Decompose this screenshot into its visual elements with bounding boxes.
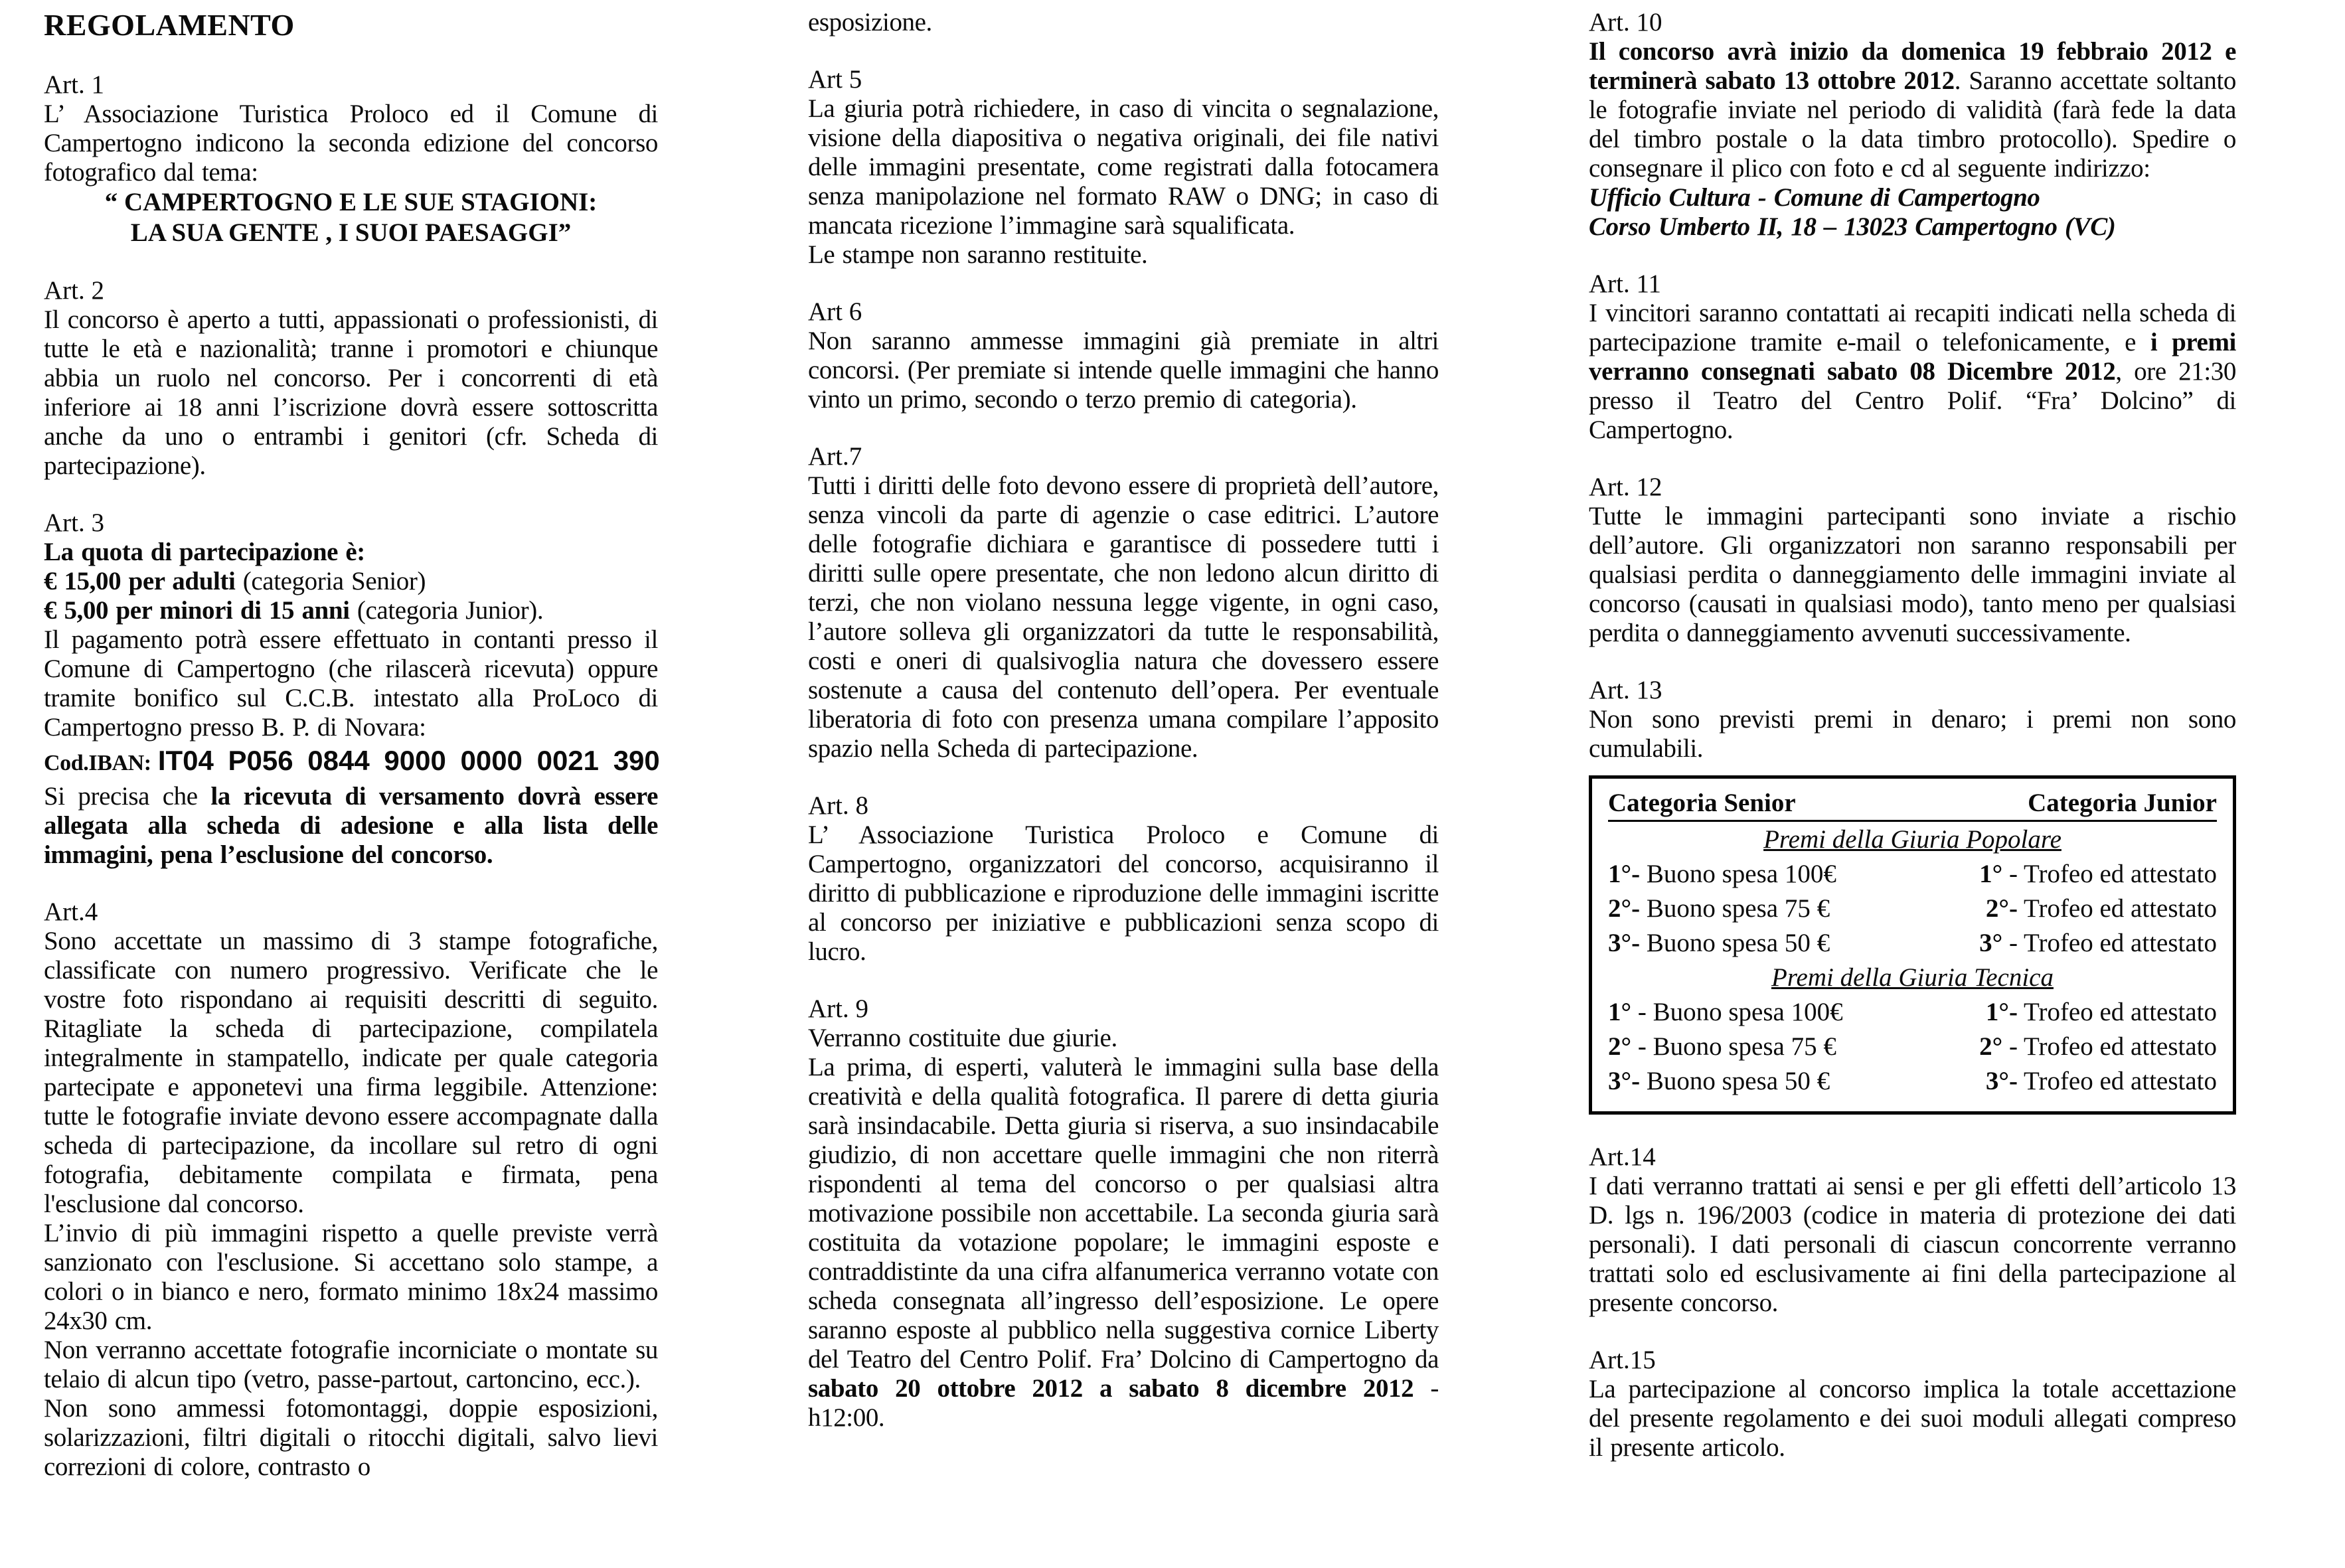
bold-text-run: sabato 20 ottobre 2012 a sabato 8 dicembre 2012 <box>808 1374 1414 1403</box>
paragraph <box>808 821 1439 967</box>
article-heading: Art.4 <box>44 898 98 926</box>
prize-cell-junior <box>1986 1066 2217 1097</box>
paragraph <box>44 305 658 481</box>
prize-cell-junior <box>1986 894 2217 924</box>
prize-text: Trofeo ed attestato <box>2017 894 2217 923</box>
prize-table <box>1589 775 2236 1115</box>
paragraph <box>44 746 658 778</box>
bold-text-run: La quota di partecipazione è: <box>44 538 365 566</box>
paragraph <box>44 567 658 596</box>
iban-number: IT04 P056 0844 9000 0000 0021 390 <box>157 745 660 776</box>
paragraph <box>808 94 1439 240</box>
text-run: L’ Associazione Turistica Proloco ed il Comune di Campertogno indicono la seconda edizione del concorso fotografico dal tema: <box>44 100 658 187</box>
text-run: Non verranno accettate fotografie incorniciate o montate su telaio di alcun tipo (vetro, passe-partout, cartoncino, ecc.). <box>44 1336 658 1393</box>
prize-text: Buono spesa 50 € <box>1640 929 1830 957</box>
article-heading: Art.14 <box>1589 1142 1656 1171</box>
paragraph <box>44 1336 658 1394</box>
article-heading: Art. 10 <box>1589 8 1662 37</box>
paragraph <box>1589 299 2236 445</box>
text-run: esposizione. <box>808 8 932 37</box>
prize-cell-junior <box>1986 997 2217 1028</box>
prize-table-subtitle: Premi della Giuria Popolare <box>1763 825 2062 854</box>
article-heading: Art. 9 <box>808 994 868 1023</box>
bold-text-run: € 5,00 per minori di 15 anni <box>44 596 350 625</box>
prize-cell-junior <box>1979 859 2217 890</box>
prize-cell-senior <box>1608 997 1843 1028</box>
prize-rank: 3°- <box>1608 1067 1641 1095</box>
bold-italic-text-run: Corso Umberto II, 18 – 13023 Campertogno (VC) <box>1589 212 2116 241</box>
paragraph <box>44 538 658 567</box>
column-2 <box>808 8 1439 1482</box>
prize-text: - Trofeo ed attestato <box>2002 1032 2217 1061</box>
text-run: (categoria Senior) <box>235 567 426 595</box>
article-heading: Art.15 <box>1589 1346 1656 1374</box>
prize-cell-senior <box>1608 928 1830 959</box>
article-heading: Art.7 <box>808 442 862 471</box>
article-heading: Art. 11 <box>1589 270 1662 298</box>
prize-table-row <box>1608 859 2217 890</box>
prize-table-header-senior: Categoria Senior <box>1608 789 1796 817</box>
article-heading: Art. 2 <box>44 276 104 305</box>
prize-table-row <box>1608 1032 2217 1062</box>
bold-text-run: la ricevuta di versamento dovrà essere allegata alla scheda di adesione e alla lista delle immagini, pena l’esclusione del concorso. <box>44 782 658 869</box>
text-run: La prima, di esperti, valuterà le immagini sulla base della creatività e della qualità fotografica. Il parere di detta giuria sarà insindacabile. Detta giuria si riserva, a suo insindacabile giudizio, di non accettare quelle immagini che non riterrà rispondenti al tema del concorso o per qualsiasi altra motivazione possibile non accettabile. La seconda giuria sarà costituita da votazione popolare; le immagini esposte e contraddistinte da una cifra alfanumerica verranno votate con scheda consegnata all’ingresso dell’esposizione. Le opere saranno esposte al pubblico nella suggestiva cornice Liberty del Teatro del Centro Polif. Fra’ Dolcino di Campertogno da <box>808 1053 1439 1373</box>
paragraph <box>808 327 1439 414</box>
text-run: Non sono ammessi fotomontaggi, doppie esposizioni, solarizzazioni, filtri digitali o ritocchi digitali, salvo lievi correzioni di colore, contrasto o <box>44 1394 658 1481</box>
text-run: Le stampe non saranno restituite. <box>808 240 1148 269</box>
prize-table-subtitle: Premi della Giuria Tecnica <box>1771 963 2054 992</box>
paragraph <box>808 1024 1439 1053</box>
prize-cell-senior <box>1608 1032 1836 1062</box>
prize-table-header <box>1608 788 2217 822</box>
prize-rank: 2°- <box>1608 894 1641 923</box>
article-heading: Art 5 <box>808 65 862 94</box>
iban-label: Cod.IBAN: <box>44 751 158 775</box>
prize-rank: 2° <box>1608 1032 1632 1061</box>
paragraph <box>44 596 658 625</box>
text-run: La giuria potrà richiedere, in caso di vincita o segnalazione, visione della diapositiva o negativa originali, dei file nativi delle immagini presentate, come registrati dalla fotocamera senza manipolazione nel formato RAW o DNG; in caso di mancata ricezione l’immagine sarà squalificata. <box>808 94 1439 240</box>
contest-theme <box>44 187 658 248</box>
prize-rank: 1° <box>1979 860 2003 888</box>
contest-theme-line: “ CAMPERTOGNO E LE SUE STAGIONI: <box>104 188 598 216</box>
bold-text-run: i premi verranno consegnati sabato 08 Dicembre 2012 <box>1589 328 2236 386</box>
prize-table-row <box>1608 997 2217 1028</box>
text-run: Il pagamento potrà essere effettuato in contanti presso il Comune di Campertogno (che rilascerà ricevuta) oppure tramite bonifico sul C.C.B. intestato alla ProLoco di Campertogno presso B. P. di Novara: <box>44 625 658 742</box>
paragraph <box>1589 705 2236 763</box>
prize-rank: 2° <box>1979 1032 2003 1061</box>
prize-text: Trofeo ed attestato <box>2017 1067 2217 1095</box>
prize-table-header-junior: Categoria Junior <box>2028 789 2217 817</box>
text-run: , ore 21:30 presso il Teatro del Centro Polif. “Fra’ Dolcino” di Campertogno. <box>1589 357 2236 444</box>
paragraph <box>44 1394 658 1482</box>
prize-text: - Trofeo ed attestato <box>2002 929 2217 957</box>
document-title: REGOLAMENTO <box>44 8 295 42</box>
article-heading: Art. 8 <box>808 791 868 820</box>
prize-rank: 3° <box>1979 929 2003 957</box>
text-run: L’ Associazione Turistica Proloco e Comune di Campertogno, organizzatori del concorso, acquisiranno il diritto di pubblicazione e riproduzione delle immagini iscritte al concorso per iniziative e pubblicazioni senza scopo di lucro. <box>808 821 1439 966</box>
paragraph <box>44 782 658 870</box>
prize-cell-senior <box>1608 1066 1830 1097</box>
paragraph <box>44 1219 658 1336</box>
text-run: Tutte le immagini partecipanti sono inviate a rischio dell’autore. Gli organizzatori non saranno responsabili per qualsiasi perdita o danneggiamento delle immagini inviate al concorso (causati in qualsiasi modo), tanto meno per qualsiasi perdita o danneggiamento avvenuti successivamente. <box>1589 502 2236 647</box>
contest-theme-line: LA SUA GENTE , I SUOI PAESAGGI” <box>130 218 572 247</box>
article-heading: Art. 12 <box>1589 473 1662 501</box>
paragraph <box>44 625 658 742</box>
text-run: I dati verranno trattati ai sensi e per gli effetti dell’articolo 13 D. lgs n. 196/2003 (codice in materia di protezione dei dati personali). I dati personali di ciascun concorrente verranno trattati solo ed esclusivamente ai fini della partecipazione al presente concorso. <box>1589 1172 2236 1317</box>
prize-rank: 1°- <box>1985 998 2018 1026</box>
prize-cell-junior <box>1979 1032 2217 1062</box>
paragraph <box>1589 212 2236 242</box>
prize-text: Buono spesa 100€ <box>1640 860 1836 888</box>
paragraph <box>808 240 1439 270</box>
prize-rank: 2°- <box>1985 894 2018 923</box>
prize-text: - Trofeo ed attestato <box>2002 860 2217 888</box>
text-run: Tutti i diritti delle foto devono essere di proprietà dell’autore, senza vincoli da parte di agenzie o case editrici. L’autore delle fotografie dichiara e garantisce di possedere tutti i diritti sulle opere presentate, che non ledono alcun diritto di terzi, che non violano nessuna legge vigente, in ogni caso, l’autore solleva gli organizzatori da tutte le responsabilità, costi e oneri di qualsivoglia natura che dovessero essere sostenute a causa del contenuto dell’opera. Per eventuale liberatoria di foto con presenza umana compilare l’apposito spazio nella Scheda di partecipazione. <box>808 471 1439 763</box>
prize-text: Buono spesa 75 € <box>1640 894 1830 923</box>
text-run: Verranno costituite due giurie. <box>808 1024 1117 1052</box>
prize-table-row <box>1608 928 2217 959</box>
paragraph <box>808 471 1439 763</box>
column-3 <box>1589 8 2236 1482</box>
prize-text: Trofeo ed attestato <box>2017 998 2217 1026</box>
prize-rank: 3°- <box>1985 1067 2018 1095</box>
paragraph <box>1589 1375 2236 1462</box>
article-heading: Art. 3 <box>44 509 104 537</box>
article-heading: Art. 13 <box>1589 676 1662 704</box>
text-run: Non saranno ammesse immagini già premiate in altri concorsi. (Per premiate si intende quelle immagini che hanno vinto un primo, secondo o terzo premio di categoria). <box>808 327 1439 414</box>
prize-rank: 1° <box>1608 998 1632 1026</box>
prize-cell-senior <box>1608 894 1830 924</box>
prize-table-row <box>1608 1066 2217 1097</box>
paragraph <box>1589 1172 2236 1318</box>
text-run: Non sono previsti premi in denaro; i premi non sono cumulabili. <box>1589 705 2236 763</box>
paragraph <box>1589 183 2236 212</box>
prize-text: Buono spesa 50 € <box>1640 1067 1830 1095</box>
text-run: Il concorso è aperto a tutti, appassionati o professionisti, di tutte le età e nazionalità; tranne i promotori e chiunque abbia un ruolo nel concorso. Per i concorrenti di età inferiore ai 18 anni l’iscrizione dovrà essere sottoscritta anche da uno o entrambi i genitori (cfr. Scheda di partecipazione). <box>44 305 658 480</box>
prize-table-row <box>1608 894 2217 924</box>
text-run: Si precisa che <box>44 782 211 811</box>
prize-text: - Buono spesa 75 € <box>1631 1032 1836 1061</box>
prize-rank: 1°- <box>1608 860 1641 888</box>
paragraph <box>808 1053 1439 1433</box>
paragraph <box>808 8 1439 37</box>
prize-rank: 3°- <box>1608 929 1641 957</box>
article-heading: Art 6 <box>808 297 862 326</box>
prize-cell-senior <box>1608 859 1836 890</box>
text-run: I vincitori saranno contattati ai recapiti indicati nella scheda di partecipazione tramite e-mail o telefonicamente, e <box>1589 299 2236 356</box>
bold-italic-text-run: Ufficio Cultura - Comune di Campertogno <box>1589 183 2040 212</box>
bold-text-run: € 15,00 per adulti <box>44 567 236 595</box>
column-1 <box>44 8 658 1482</box>
text-run: La partecipazione al concorso implica la totale accettazione del presente regolamento e dei suoi moduli allegati compreso il presente articolo. <box>1589 1375 2236 1462</box>
article-heading: Art. 1 <box>44 70 104 99</box>
text-run: Sono accettate un massimo di 3 stampe fotografiche, classificate con numero progressivo. Verificate che le vostre foto rispondano ai requisiti descritti di seguito. Ritagliate la scheda di partecipazione, compilatela integralmente in stampatello, indicate per quale categoria partecipate e apponetevi una firma leggibile. Attenzione: tutte le fotografie inviate devono essere accompagnate dalla scheda di partecipazione, da incollare sul retro di ogni fotografia, debitamente compilata e firmata, pena l'esclusione dal concorso. <box>44 927 658 1218</box>
text-run: (categoria Junior). <box>349 596 544 625</box>
bold-text-run: Il concorso avrà inizio da domenica 19 febbraio 2012 e terminerà sabato 13 ottobre 2012 <box>1589 37 2236 95</box>
text-run: . Saranno accettate soltanto le fotografie inviate nel periodo di validità (farà fede la data del timbro postale o la data timbro protocollo). Spedire o consegnare il plico con foto e cd al seguente indirizzo: <box>1589 66 2236 183</box>
text-run: - h12:00. <box>808 1374 1439 1432</box>
text-run: L’invio di più immagini rispetto a quelle previste verrà sanzionato con l'esclusione. Si accettano solo stampe, a colori o in bianco e nero, formato minimo 18x24 massimo 24x30 cm. <box>44 1219 658 1335</box>
paragraph <box>44 100 658 187</box>
prize-cell-junior <box>1979 928 2217 959</box>
paragraph <box>1589 502 2236 648</box>
prize-text: - Buono spesa 100€ <box>1631 998 1843 1026</box>
paragraph <box>1589 37 2236 183</box>
paragraph <box>44 927 658 1219</box>
